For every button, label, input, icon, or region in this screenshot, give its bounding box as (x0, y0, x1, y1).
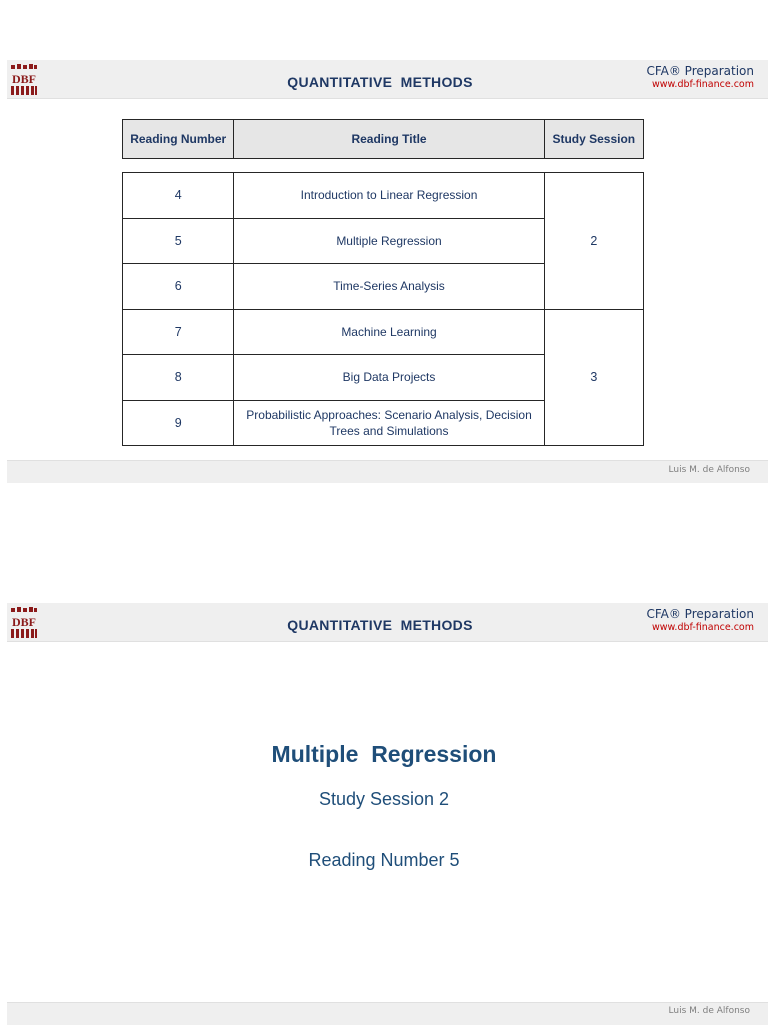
study-session-cell: 3 (544, 309, 643, 446)
cfa-label: CFA® Preparation (646, 607, 754, 621)
table-row (123, 173, 644, 219)
svg-text:DBF: DBF (12, 615, 36, 629)
study-session-label: Study Session 2 (318, 789, 450, 809)
reading-title-cell: Multiple Regression (234, 218, 544, 264)
reading-number-cell: 5 (123, 218, 234, 264)
footer-author: Luis M. de Alfonso (668, 465, 750, 475)
section-title: QUANTITATIVE METHODS (287, 74, 473, 90)
column-header-study-session: Study Session (544, 120, 643, 159)
reading-number-cell: 9 (123, 400, 234, 446)
svg-text:DBF: DBF (12, 72, 36, 86)
footer-bar (7, 460, 768, 483)
footer-bar (7, 1002, 768, 1025)
readings-table-header (122, 119, 644, 159)
cfa-branding (646, 64, 754, 90)
slide-main-title: Multiple Regression (271, 741, 497, 767)
slide-reading-overview (0, 0, 768, 500)
website-link[interactable]: www.dbf-finance.com (652, 622, 754, 633)
reading-number-label: Reading Number 5 (308, 850, 460, 870)
column-header-reading-title: Reading Title (234, 120, 544, 159)
reading-title-cell: Probabilistic Approaches: Scenario Analysis, Decision Trees and Simulations (234, 400, 544, 446)
website-link[interactable]: www.dbf-finance.com (652, 79, 754, 90)
reading-number-cell: 8 (123, 355, 234, 401)
column-header-reading-number: Reading Number (123, 120, 234, 159)
reading-number-cell: 7 (123, 309, 234, 355)
reading-title-cell: Machine Learning (234, 309, 544, 355)
cfa-branding (646, 607, 754, 633)
cfa-label: CFA® Preparation (646, 64, 754, 78)
reading-number-cell: 6 (123, 264, 234, 310)
footer-author: Luis M. de Alfonso (668, 1006, 750, 1016)
reading-title-cell: Big Data Projects (234, 355, 544, 401)
reading-title-cell: Introduction to Linear Regression (234, 173, 544, 219)
table-row (123, 309, 644, 355)
reading-number-cell: 4 (123, 173, 234, 219)
section-title: QUANTITATIVE METHODS (287, 617, 473, 633)
reading-title-cell: Time-Series Analysis (234, 264, 544, 310)
slide-multiple-regression (0, 543, 768, 1024)
study-session-cell: 2 (544, 173, 643, 310)
readings-table (122, 172, 644, 446)
